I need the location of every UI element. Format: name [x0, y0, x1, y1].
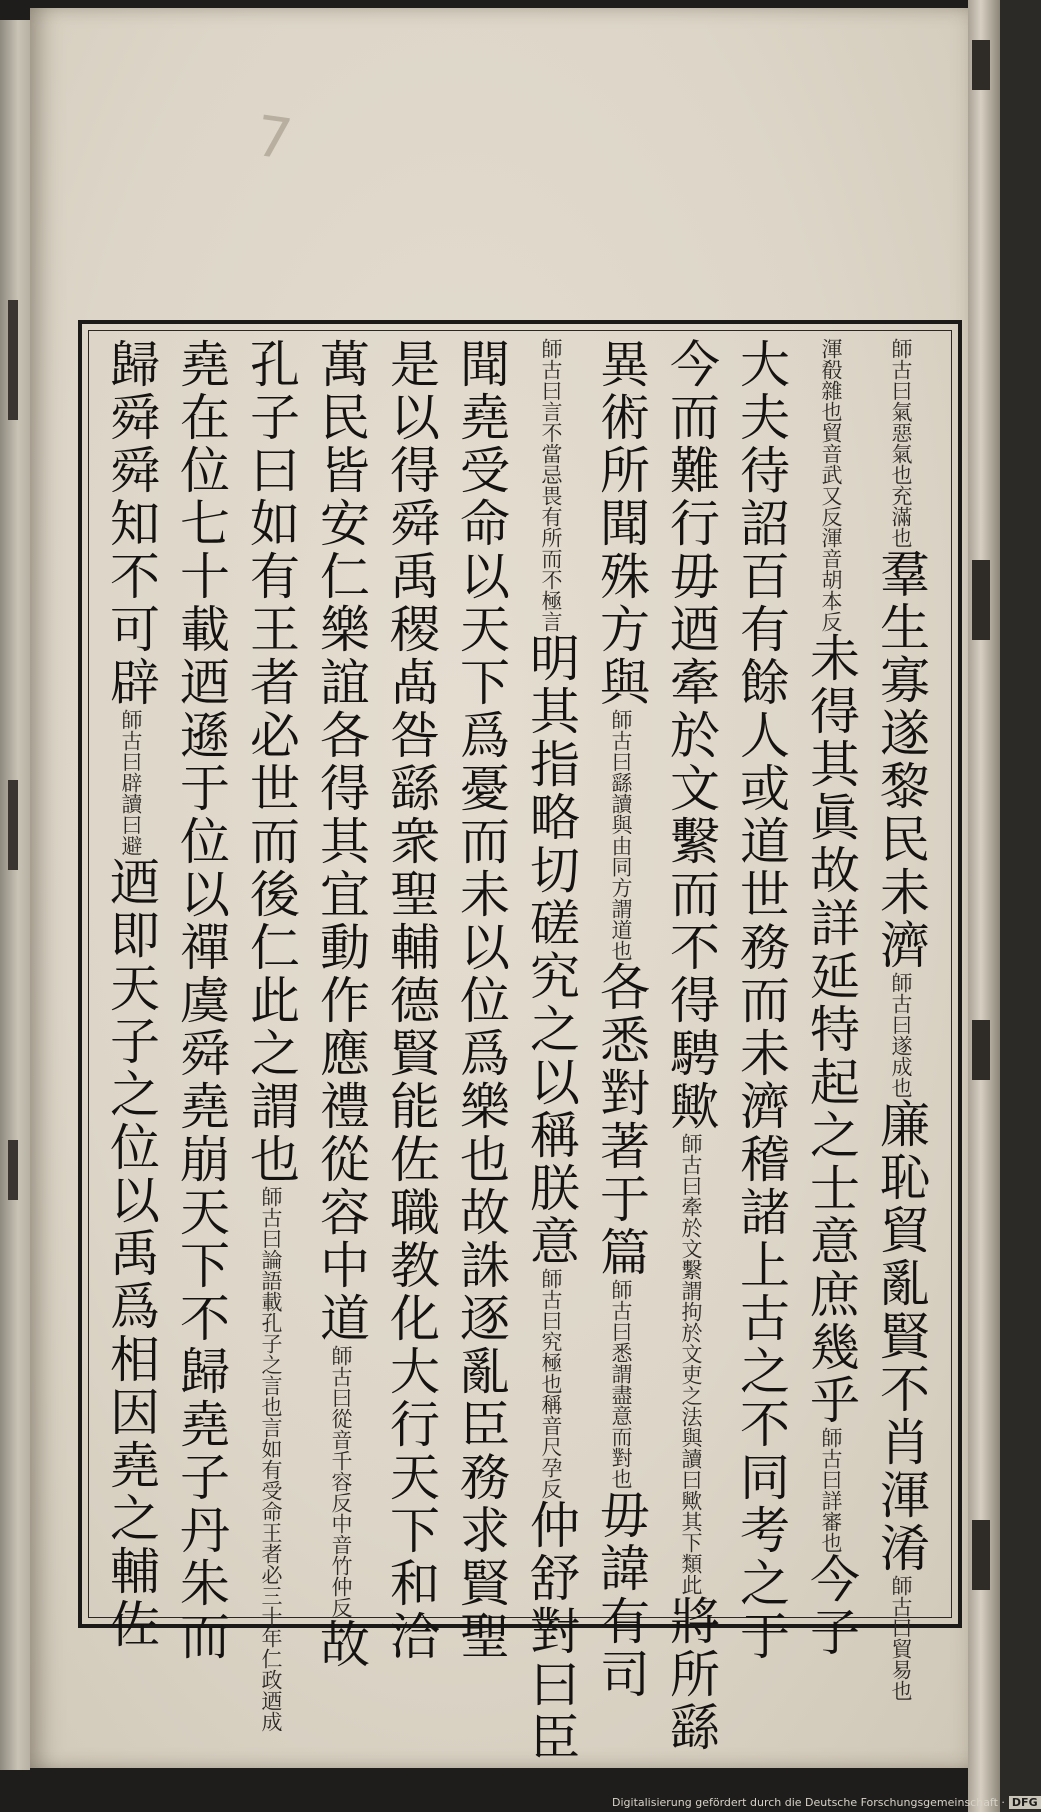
book-page: [30, 8, 980, 1768]
main-text: 故: [312, 1618, 370, 1671]
main-text: 孔子曰如有王者必世而後仁此之謂也: [242, 338, 300, 1186]
commentary-note: 師古曰究極也稱音尺孕反: [539, 1268, 563, 1499]
main-text: 迺即天子之位以禹爲相因堯之輔佐: [102, 856, 160, 1651]
main-text: 是以得舜禹稷卨咎繇衆聖輔德賢能佐職教化大行天下和洽: [382, 338, 440, 1663]
main-text: 今而難行毋迺牽於文繫而不得騁歟: [662, 338, 720, 1133]
right-page-edge: [968, 0, 1000, 1812]
commentary-note: 師古曰詳審也: [819, 1427, 843, 1553]
right-edge-mark: [972, 40, 990, 90]
text-column: [726, 338, 796, 1663]
text-column: [446, 338, 516, 1663]
commentary-note: 師古曰從音千容反中音竹仲反: [329, 1345, 353, 1618]
main-text: 將所繇: [662, 1595, 720, 1754]
main-text: 歸舜舜知不可辟: [102, 338, 160, 709]
main-text: 毋諱有司: [592, 1489, 650, 1701]
commentary-note: 師古曰辟讀曰避: [119, 709, 143, 856]
commentary-note: 師古曰牽於文繫謂拘於文吏之法與讀曰歟其下類此: [679, 1133, 703, 1595]
main-text: 明其指略切磋究之以稱朕意: [522, 632, 580, 1268]
left-edge-mark: [8, 300, 18, 420]
text-frame: [78, 320, 962, 1764]
left-page-edge: [0, 20, 30, 1770]
text-column: [166, 338, 236, 1663]
main-text: 大夫待詔百有餘人或道世務而未濟稽諸上古之不同考之于: [732, 338, 790, 1663]
text-column: [236, 338, 306, 1732]
left-edge-mark: [8, 780, 18, 870]
main-text: 各悉對著于篇: [592, 961, 650, 1279]
left-edge-mark: [8, 1140, 18, 1200]
main-text: 廉恥貿亂賢不肖渾淆: [872, 1098, 930, 1575]
right-edge-mark: [972, 1520, 990, 1590]
main-text: 聞堯受命以天下爲憂而未以位爲樂也故誅逐亂臣務求賢聖: [452, 338, 510, 1663]
digitization-credit: [612, 1796, 1041, 1809]
commentary-note: 渾殽雜也貿音武又反渾音胡本反: [819, 338, 843, 632]
text-column: [306, 338, 376, 1671]
dfg-logo: DFG: [1009, 1796, 1041, 1809]
credit-text: Digitalisierung gefördert durch die Deutsche Forschungsgemeinschaft ·: [612, 1796, 1005, 1809]
main-text: 羣生寡遂黎民未濟: [872, 548, 930, 972]
commentary-note: 師古曰論語載孔子之言也言如有受命王者必三十年仁政迺成: [259, 1186, 283, 1732]
main-text: 今子: [802, 1553, 860, 1659]
main-text: 異術所聞殊方與: [592, 338, 650, 709]
commentary-note: 師古曰言不當忌畏有所而不極言: [539, 338, 563, 632]
main-text: 堯在位七十載迺遜于位以禪虞舜堯崩天下不歸堯子丹朱而: [172, 338, 230, 1663]
commentary-note: 師古曰繇讀與由同方謂道也: [609, 709, 633, 961]
right-edge-mark: [972, 1020, 990, 1080]
text-column: [796, 338, 866, 1659]
text-columns: [100, 338, 936, 1764]
right-edge-mark: [972, 560, 990, 640]
text-column: [516, 338, 586, 1764]
commentary-note: 師古曰悉謂盡意而對也: [609, 1279, 633, 1489]
text-column: [866, 338, 936, 1701]
main-text: 萬民皆安仁樂誼各得其宜動作應禮從容中道: [312, 338, 370, 1345]
main-text: 仲舒對曰臣: [522, 1499, 580, 1764]
text-column: [656, 338, 726, 1754]
commentary-note: 師古曰遂成也: [889, 972, 913, 1098]
pencil-page-number: 7: [251, 103, 296, 174]
text-column: [586, 338, 656, 1701]
commentary-note: 師古曰氣惡氣也充滿也: [889, 338, 913, 548]
main-text: 未得其眞故詳延特起之士意庶幾乎: [802, 632, 860, 1427]
commentary-note: 師古曰貿易也: [889, 1575, 913, 1701]
text-column: [96, 338, 166, 1651]
text-column: [376, 338, 446, 1663]
